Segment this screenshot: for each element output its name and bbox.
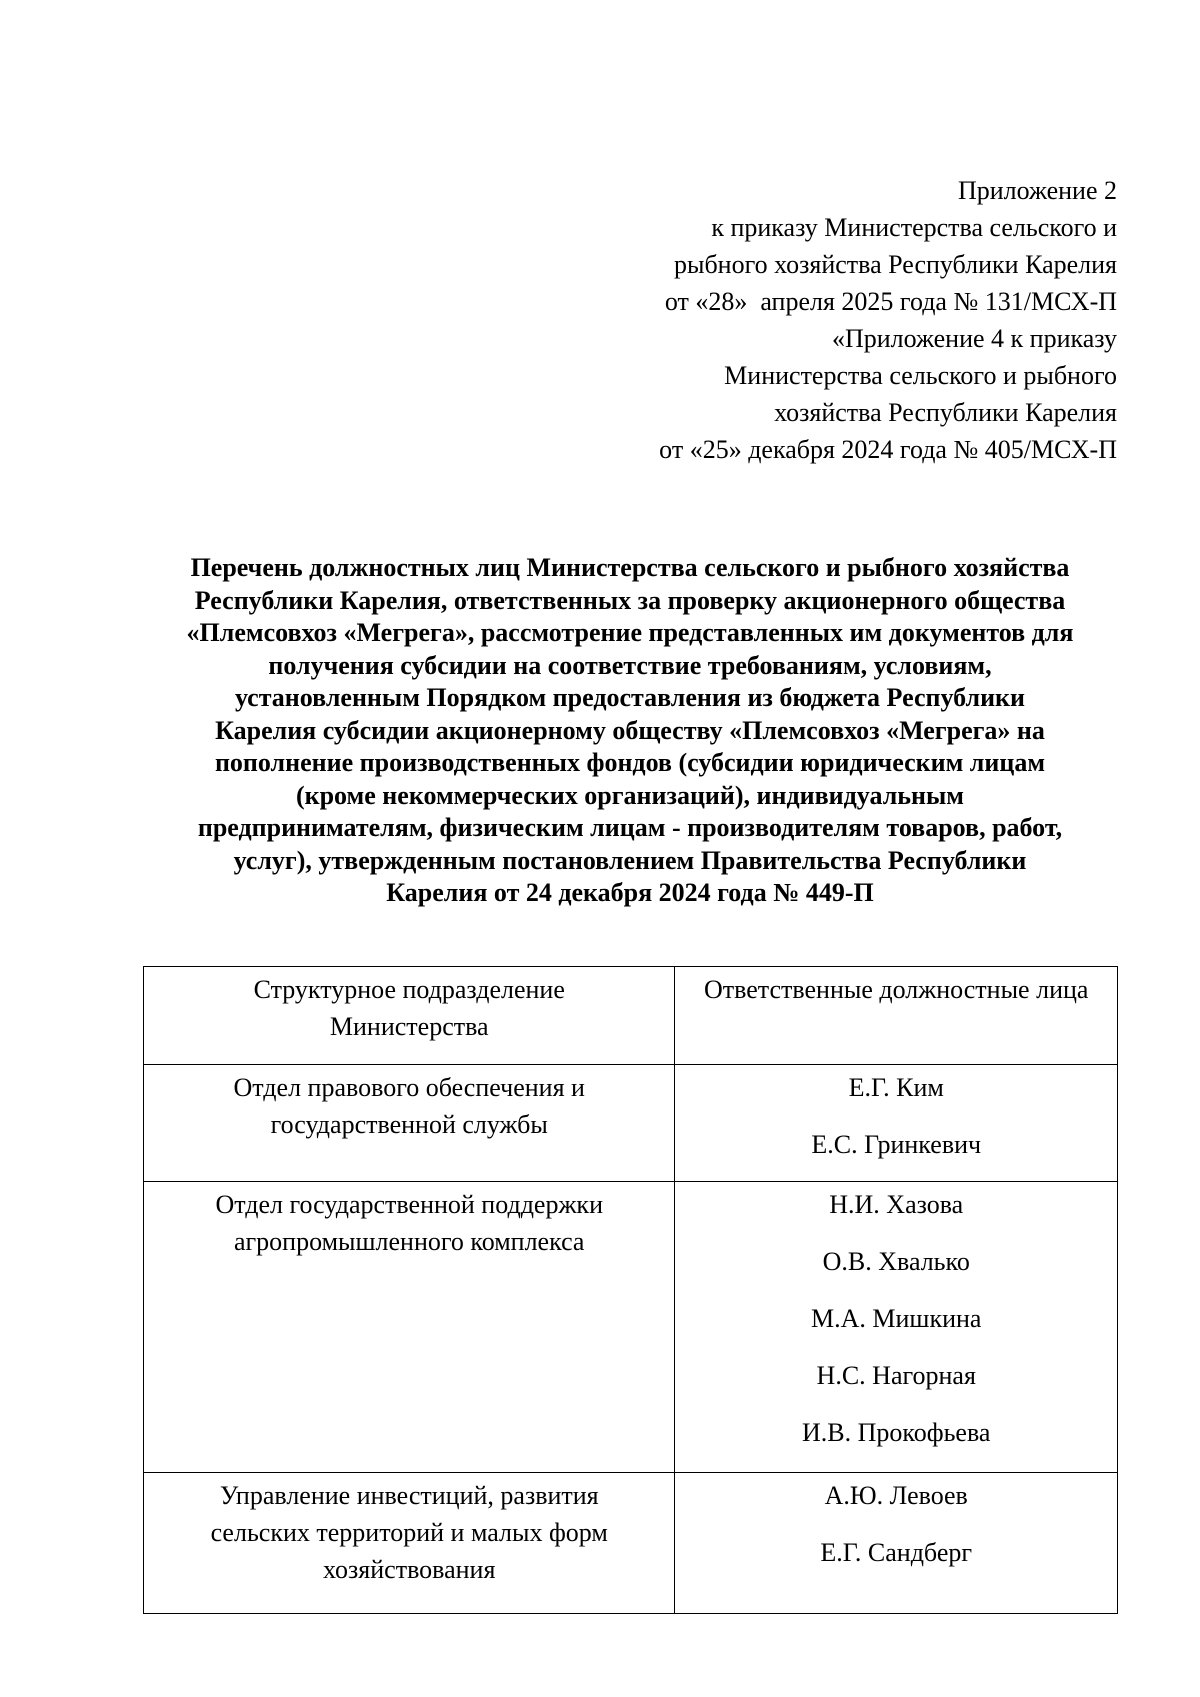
header-line: от «25» декабря 2024 года № 405/МСХ-П — [659, 435, 1117, 464]
title-line: пополнение производственных фондов (субсидии юридическим лицам — [214, 748, 1046, 777]
department-line: агропромышленного комплекса — [233, 1227, 585, 1256]
person-name: Е.Г. Ким — [848, 1073, 944, 1102]
person-name: Е.С. Гринкевич — [811, 1130, 982, 1159]
person-name: И.В. Прокофьева — [802, 1418, 991, 1447]
header-line: к приказу Министерства сельского и — [711, 213, 1117, 242]
person-name: О.В. Хвалько — [822, 1247, 970, 1276]
document-title — [140, 552, 1120, 910]
title-line: установленным Порядком предоставления из бюджета Республики — [234, 683, 1026, 712]
header-line: Приложение 2 — [957, 176, 1117, 205]
department-line: Отдел государственной поддержки — [215, 1190, 603, 1219]
table-header-row — [144, 967, 1118, 1065]
title-line: Республики Карелия, ответственных за проверку акционерного общества — [194, 585, 1066, 615]
persons-cell — [675, 1065, 1118, 1182]
person-name: Н.И. Хазова — [829, 1190, 964, 1219]
person-name: А.Ю. Левоев — [824, 1481, 968, 1510]
header-department-line: Структурное подразделение — [253, 975, 565, 1004]
header-line: хозяйства Республики Карелия — [774, 398, 1117, 427]
department-cell — [144, 1065, 675, 1182]
title-line: «Племсовхоз «Мегрега», рассмотрение представленных им документов для — [186, 618, 1074, 647]
person-name: М.А. Мишкина — [811, 1304, 982, 1333]
department-line: Отдел правового обеспечения и — [233, 1073, 585, 1102]
department-cell — [144, 1473, 675, 1614]
header-department-line: Министерства — [329, 1012, 489, 1041]
title-line: услуг), утвержденным постановлением Правительства Республики — [233, 845, 1027, 875]
persons-cell — [675, 1182, 1118, 1473]
title-line: Перечень должностных лиц Министерства сельского и рыбного хозяйства — [190, 553, 1070, 582]
department-line: сельских территорий и малых форм — [210, 1518, 608, 1547]
appendix-header — [557, 172, 1117, 468]
header-persons-label: Ответственные должностные лица — [704, 975, 1089, 1004]
header-line: Министерства сельского и рыбного — [724, 361, 1117, 390]
title-line: предпринимателям, физическим лицам - производителям товаров, работ, — [197, 813, 1063, 842]
table-row — [144, 1182, 1118, 1473]
title-line: Карелия субсидии акционерному обществу «Племсовхоз «Мегрега» на — [215, 715, 1045, 745]
header-cell-persons — [675, 967, 1118, 1065]
title-line: (кроме некоммерческих организаций), индивидуальным — [295, 780, 965, 810]
table-row — [144, 1065, 1118, 1182]
header-line: «Приложение 4 к приказу — [831, 324, 1117, 353]
responsible-persons-table-wrapper — [143, 966, 1118, 1614]
table-row — [144, 1473, 1118, 1614]
title-line: получения субсидии на соответствие требованиям, условиям, — [268, 650, 992, 680]
department-cell — [144, 1182, 675, 1473]
department-line: Управление инвестиций, развития — [219, 1481, 599, 1510]
responsible-persons-table — [143, 966, 1118, 1614]
department-line: хозяйствования — [323, 1555, 496, 1584]
person-name: Е.Г. Сандберг — [820, 1538, 973, 1567]
department-line: государственной службы — [270, 1110, 548, 1139]
title-line: Карелия от 24 декабря 2024 года № 449-П — [386, 878, 874, 907]
person-name: Н.С. Нагорная — [816, 1361, 976, 1390]
persons-cell — [675, 1473, 1118, 1614]
header-line: рыбного хозяйства Республики Карелия — [673, 250, 1117, 279]
header-cell-department — [144, 967, 675, 1065]
header-line: от «28» апреля 2025 года № 131/МСХ-П — [664, 287, 1117, 316]
